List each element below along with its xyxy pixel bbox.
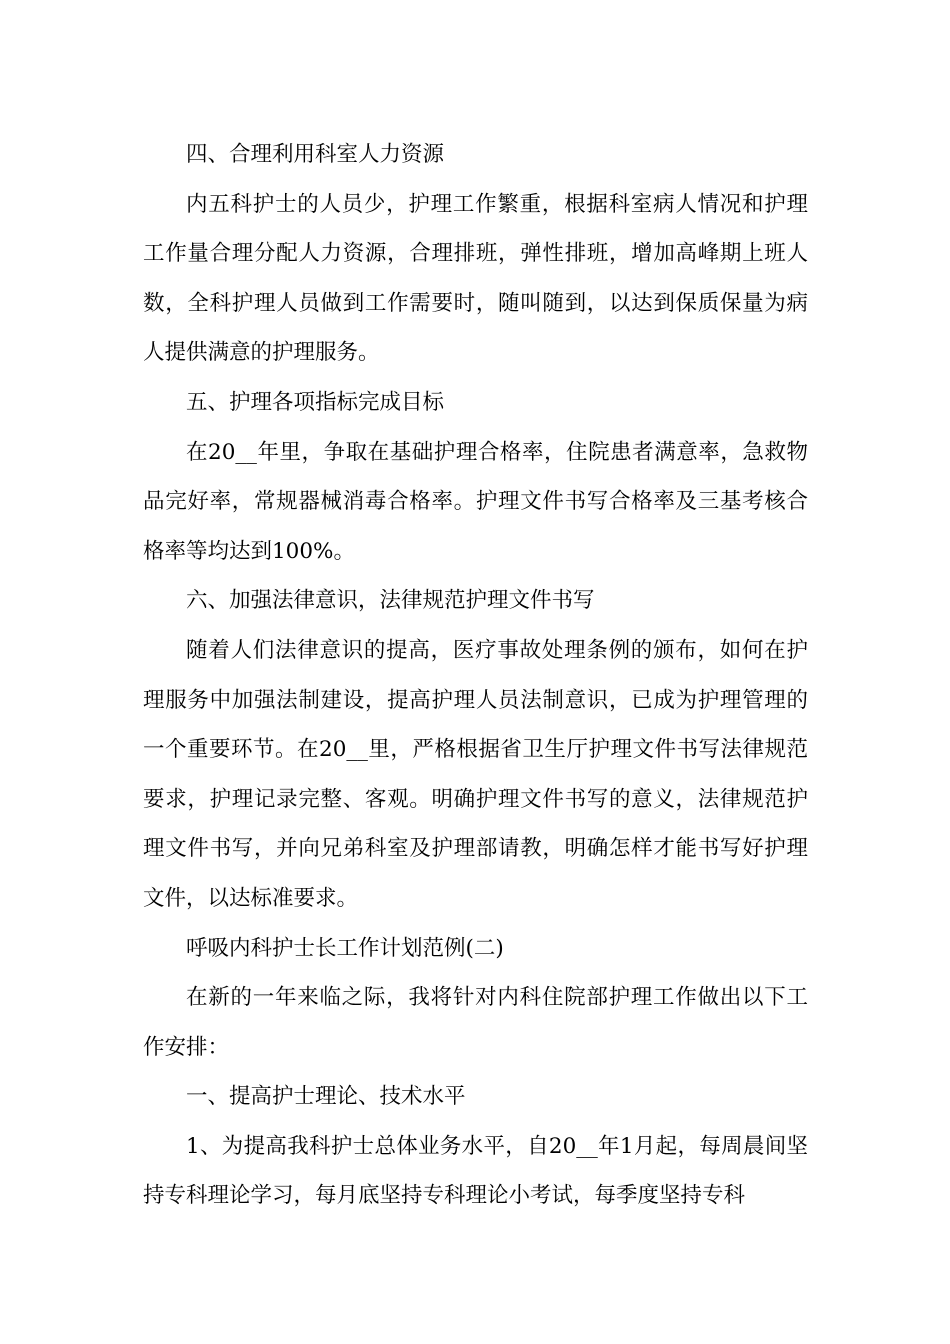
section-heading-6: 六、加强法律意识，法律规范护理文件书写 [186,588,595,614]
section-heading-4: 四、合理利用科室人力资源 [186,142,445,167]
section-heading-5: 五、护理各项指标完成目标 [186,389,445,415]
paragraph: 在新的一年来临之际，我将针对内科住院部护理工作做出以下工作安排： [143,985,808,1060]
paragraph: 在20__年里，争取在基础护理合格率，住院患者满意率，急救物品完好率，常规器械消毒合格率。护理文件书写合格率及三基考核合格率等均达到100%。 [143,439,808,564]
paragraph: 内五科护士的人员少，护理工作繁重，根据科室病人情况和护理工作量合理分配人力资源，合理排班，弹性排班，增加高峰期上班人数，全科护理人员做到工作需要时，随叫随到，以达到保质保量为病人提供满意的护理服务。 [143,191,808,366]
document-body [143,130,808,1221]
section-heading-1: 一、提高护士理论、技术水平 [186,1084,466,1110]
paragraph: 1、为提高我科护士总体业务水平，自20__年1月起，每周晨间坚持专科理论学习，每月底坚持专科理论小考试，每季度坚持专科 [143,1133,808,1209]
document-subtitle: 呼吸内科护士长工作计划范例(二) [186,935,504,961]
paragraph: 随着人们法律意识的提高，医疗事故处理条例的颁布，如何在护理服务中加强法制建设，提高护理人员法制意识，已成为护理管理的一个重要环节。在20__里，严格根据省卫生厅护理文件书写法律规范要求，护理记录完整、客观。明确护理文件书写的意义，法律规范护理文件书写，并向兄弟科室及护理部请教，明确怎样才能书写好护理文件，以达标准要求。 [143,637,808,911]
